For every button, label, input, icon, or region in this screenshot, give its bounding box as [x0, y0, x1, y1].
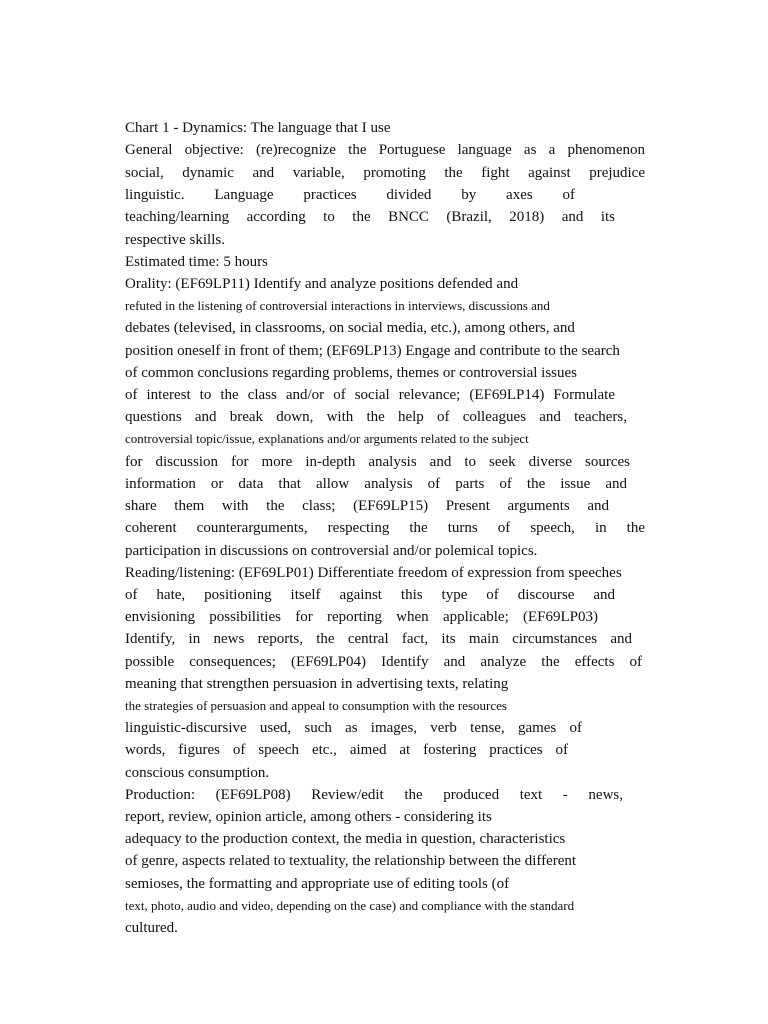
reading-heading-line: Reading/listening: (EF69LP01) Differentiate freedom of expression from speeches [125, 565, 622, 581]
text-line: cultured. [125, 920, 178, 936]
text-line: debates (televised, in classrooms, on social media, etc.), among others, and [125, 320, 575, 336]
text-line: envisioning possibilities for reporting when applicable; (EF69LP03) [125, 609, 598, 625]
text-line: questions and break down, with the help of colleagues and teachers, [125, 409, 627, 425]
text-line: General objective: (re)recognize the Portuguese language as a phenomenon [125, 142, 645, 158]
text-line: conscious consumption. [125, 765, 270, 781]
text-line: of hate, positioning itself against this type of discourse and [125, 587, 615, 603]
production-heading-line: Production: (EF69LP08) Review/edit the produced text - news, [125, 787, 623, 803]
text-line: the strategies of persuasion and appeal to consumption with the resources [125, 698, 507, 713]
chart-title: Chart 1 - Dynamics: The language that I use [125, 120, 391, 136]
text-line: report, review, opinion article, among others - considering its [125, 809, 492, 825]
text-line: teaching/learning according to the BNCC (Brazil, 2018) and its [125, 209, 615, 225]
text-line: respective skills. [125, 232, 225, 248]
text-line: coherent counterarguments, respecting the turns of speech, in the [125, 520, 645, 536]
text-line: information or data that allow analysis of parts of the issue and [125, 476, 627, 492]
text-line: participation in discussions on controversial and/or polemical topics. [125, 543, 538, 559]
text-line: adequacy to the production context, the media in question, characteristics [125, 831, 566, 847]
text-line: text, photo, audio and video, depending on the case) and compliance with the standard [125, 898, 575, 913]
text-line: meaning that strengthen persuasion in advertising texts, relating [125, 676, 509, 692]
text-line: linguistic-discursive used, such as images, verb tense, games of [125, 720, 582, 736]
text-line: of genre, aspects related to textuality, the relationship between the different [125, 853, 577, 869]
text-line: of interest to the class and/or of social relevance; (EF69LP14) Formulate [125, 387, 615, 403]
estimated-time: Estimated time: 5 hours [125, 254, 268, 270]
text-line: refuted in the listening of controversial interactions in interviews, discussions and [125, 298, 550, 313]
text-line: controversial topic/issue, explanations and/or arguments related to the subject [125, 431, 529, 446]
text-line: social, dynamic and variable, promoting the fight against prejudice [125, 165, 645, 181]
text-line: for discussion for more in-depth analysis and to seek diverse sources [125, 454, 630, 470]
text-line: linguistic. Language practices divided by axes of [125, 187, 575, 203]
text-line: share them with the class; (EF69LP15) Present arguments and [125, 498, 609, 514]
text-line: Identify, in news reports, the central fact, its main circumstances and [125, 631, 632, 647]
text-line: of common conclusions regarding problems, themes or controversial issues [125, 365, 577, 381]
text-line: semioses, the formatting and appropriate use of editing tools (of [125, 876, 510, 892]
text-line: words, figures of speech etc., aimed at fostering practices of [125, 742, 568, 758]
text-line: position oneself in front of them; (EF69LP13) Engage and contribute to the search [125, 343, 620, 359]
text-line: possible consequences; (EF69LP04) Identify and analyze the effects of [125, 654, 642, 670]
orality-heading-line: Orality: (EF69LP11) Identify and analyze positions defended and [125, 276, 519, 292]
